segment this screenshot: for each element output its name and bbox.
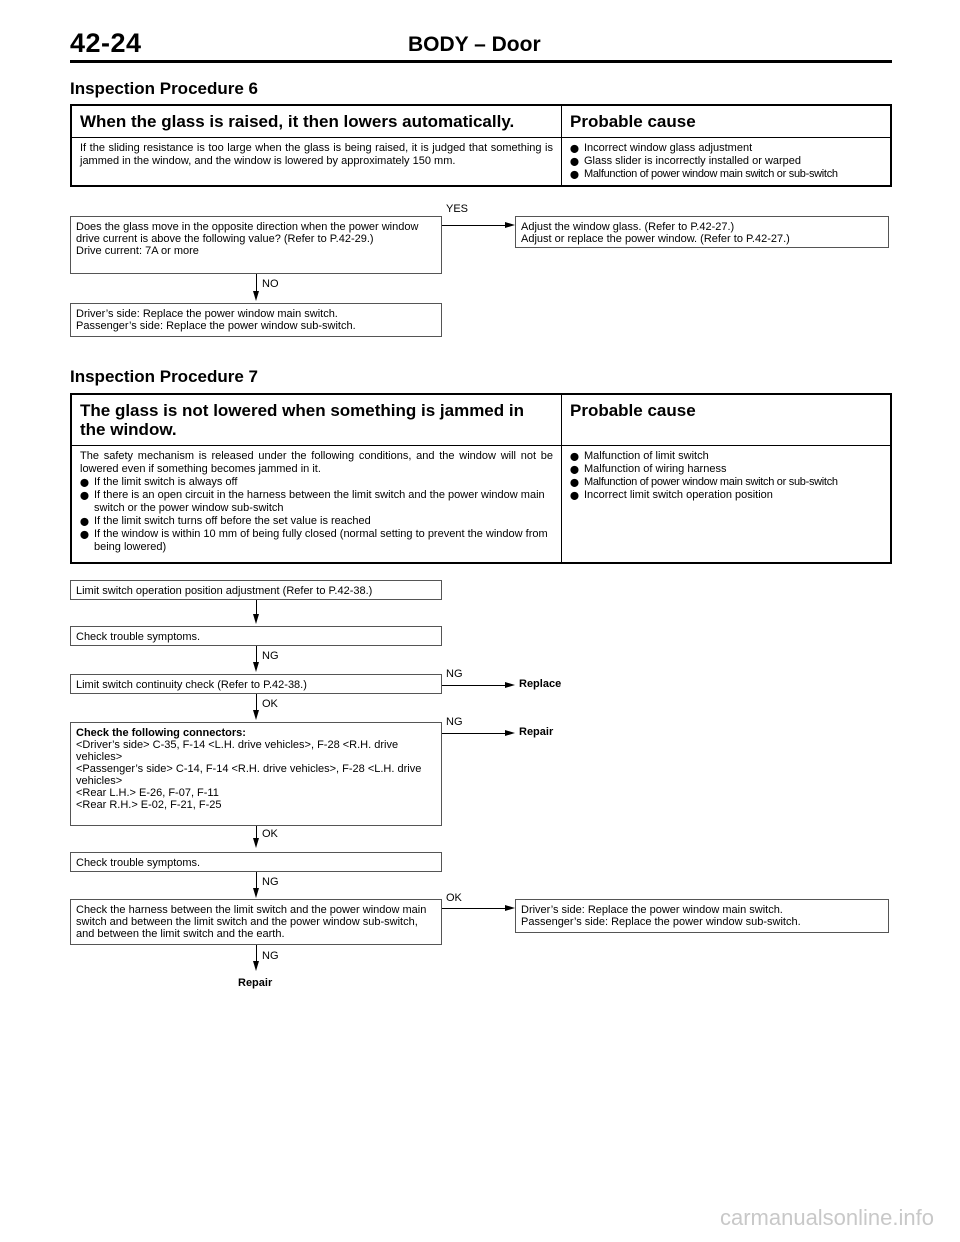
flow7-ng-label: NG: [446, 668, 463, 680]
flow7-final-repair: Repair: [238, 977, 273, 989]
flow7-step2-box: Check trouble symptoms.: [70, 626, 442, 646]
condition-item: ⬤ If the limit switch turns off before the set value is reached: [80, 515, 371, 527]
arrow-right-icon: [505, 905, 515, 911]
arrow-down-icon: [253, 614, 259, 624]
flow6-yes-action-box: Adjust the window glass. (Refer to P.42-27.) Adjust or replace the power window. (Refer to P.42-27.): [515, 216, 889, 248]
flow7-ok-label: OK: [446, 892, 462, 904]
procedure-6-symptom: When the glass is raised, it then lowers automatically.: [71, 105, 562, 138]
flow7-line: [442, 908, 507, 909]
cause-item: ⬤ Malfunction of power window main switch or sub-switch: [570, 168, 838, 180]
flow7-ng-label: NG: [262, 876, 279, 888]
arrow-right-icon: [505, 682, 515, 688]
flow6-yes-label: YES: [446, 203, 469, 215]
flow7-replace-action: Replace: [519, 678, 562, 690]
procedure-6-cause-heading: Probable cause: [562, 105, 892, 138]
cause-item: ⬤ Incorrect limit switch operation position: [570, 489, 773, 501]
arrow-down-icon: [253, 710, 259, 720]
condition-item: ⬤ If there is an open circuit in the harness between the limit switch and the power window main switch or the power window sub-switch: [80, 489, 545, 514]
page-title: BODY – Door: [408, 33, 541, 56]
condition-item: ⬤ If the window is within 10 mm of being fully closed (normal setting to prevent the window from being lowered): [80, 528, 548, 553]
procedure-6-title: Inspection Procedure 6: [70, 79, 258, 98]
flow6-no-label: NO: [262, 278, 279, 290]
procedure-6-causes: [562, 138, 892, 187]
condition-item: ⬤ If the limit switch is always off: [80, 476, 238, 488]
procedure-7-table: [70, 393, 892, 564]
procedure-7-description: The safety mechanism is released under the following conditions, and the window will not be lowered even if something becomes jammed in it. ⬤ If the limit switch is always off ⬤ If there is an open circuit in the harness between the limit switch and the power window main switch or the power window sub-switch ⬤ If the limit switch turns off before the set value is reached ⬤ If the window is within 10 mm of being fully closed (normal setting to prevent the window from being lowered): [71, 446, 562, 564]
procedure-7-causes: [562, 446, 892, 564]
arrow-down-icon: [253, 662, 259, 672]
arrow-right-icon: [505, 730, 515, 736]
flow7-step3-box: Limit switch continuity check (Refer to P.42-38.): [70, 674, 442, 694]
flow6-question-box: Does the glass move in the opposite direction when the power window drive current is above the following value? (Refer to P.42-29.) Drive current: 7A or more: [70, 216, 442, 274]
arrow-down-icon: [253, 888, 259, 898]
flow6-no-action-box: Driver’s side: Replace the power window main switch. Passenger’s side: Replace the power window sub-switch.: [70, 303, 442, 337]
header-rule: [70, 60, 892, 63]
flow7-step5-box: Check trouble symptoms.: [70, 852, 442, 872]
arrow-down-icon: [253, 961, 259, 971]
procedure-7-symptom: The glass is not lowered when something is jammed in the window.: [71, 394, 562, 446]
flow7-step4-body: <Driver’s side> C-35, F-14 <L.H. drive vehicles>, F-28 <R.H. drive vehicles> <Passenger’s side> C-14, F-14 <R.H. drive vehicles>, F-28 <L.H. drive vehicles> <Rear L.H.> E-26, F-07, F-11 <Rear R.H.> E-02, F-21, F-25: [76, 739, 422, 811]
cause-item: ⬤ Incorrect window glass adjustment: [570, 142, 753, 154]
arrow-down-icon: [253, 291, 259, 301]
cause-item: ⬤ Malfunction of power window main switch or sub-switch: [570, 476, 838, 488]
flow6-yes-line: [442, 225, 507, 226]
flow7-line: [442, 685, 507, 686]
procedure-6-table: [70, 104, 892, 187]
flow7-ok-label: OK: [262, 698, 278, 710]
procedure-7-title: Inspection Procedure 7: [70, 367, 258, 386]
flow7-step4-title: Check the following connectors:: [76, 727, 246, 739]
flow7-ng-label: NG: [446, 716, 463, 728]
flow7-ng-label: NG: [262, 950, 279, 962]
flow7-ng-label: NG: [262, 650, 279, 662]
flow7-repair-action: Repair: [519, 726, 554, 738]
watermark: carmanualsonline.info: [719, 1205, 934, 1230]
flow7-step4-box: [70, 722, 442, 826]
flow7-line: [442, 733, 507, 734]
flow7-replace-switch-box: Driver’s side: Replace the power window main switch. Passenger’s side: Replace the power window sub-switch.: [515, 899, 889, 933]
arrow-right-icon: [505, 222, 515, 228]
cause-item: ⬤ Malfunction of wiring harness: [570, 463, 727, 475]
arrow-down-icon: [253, 838, 259, 848]
flow7-step1-box: Limit switch operation position adjustment (Refer to P.42-38.): [70, 580, 442, 600]
flow7-step6-box: Check the harness between the limit switch and the power window main switch and between the limit switch and the power window sub-switch, and between the limit switch and the earth.: [70, 899, 442, 945]
page-number: 42-24: [70, 28, 142, 58]
procedure-6-description: If the sliding resistance is too large when the glass is being raised, it is judged that something is jammed in the window, and the window is lowered by approximately 150 mm.: [71, 138, 562, 187]
procedure-7-cause-heading: Probable cause: [562, 394, 892, 446]
cause-item: ⬤ Malfunction of limit switch: [570, 450, 709, 462]
flow7-ok-label: OK: [262, 828, 278, 840]
cause-item: ⬤ Glass slider is incorrectly installed or warped: [570, 155, 802, 167]
